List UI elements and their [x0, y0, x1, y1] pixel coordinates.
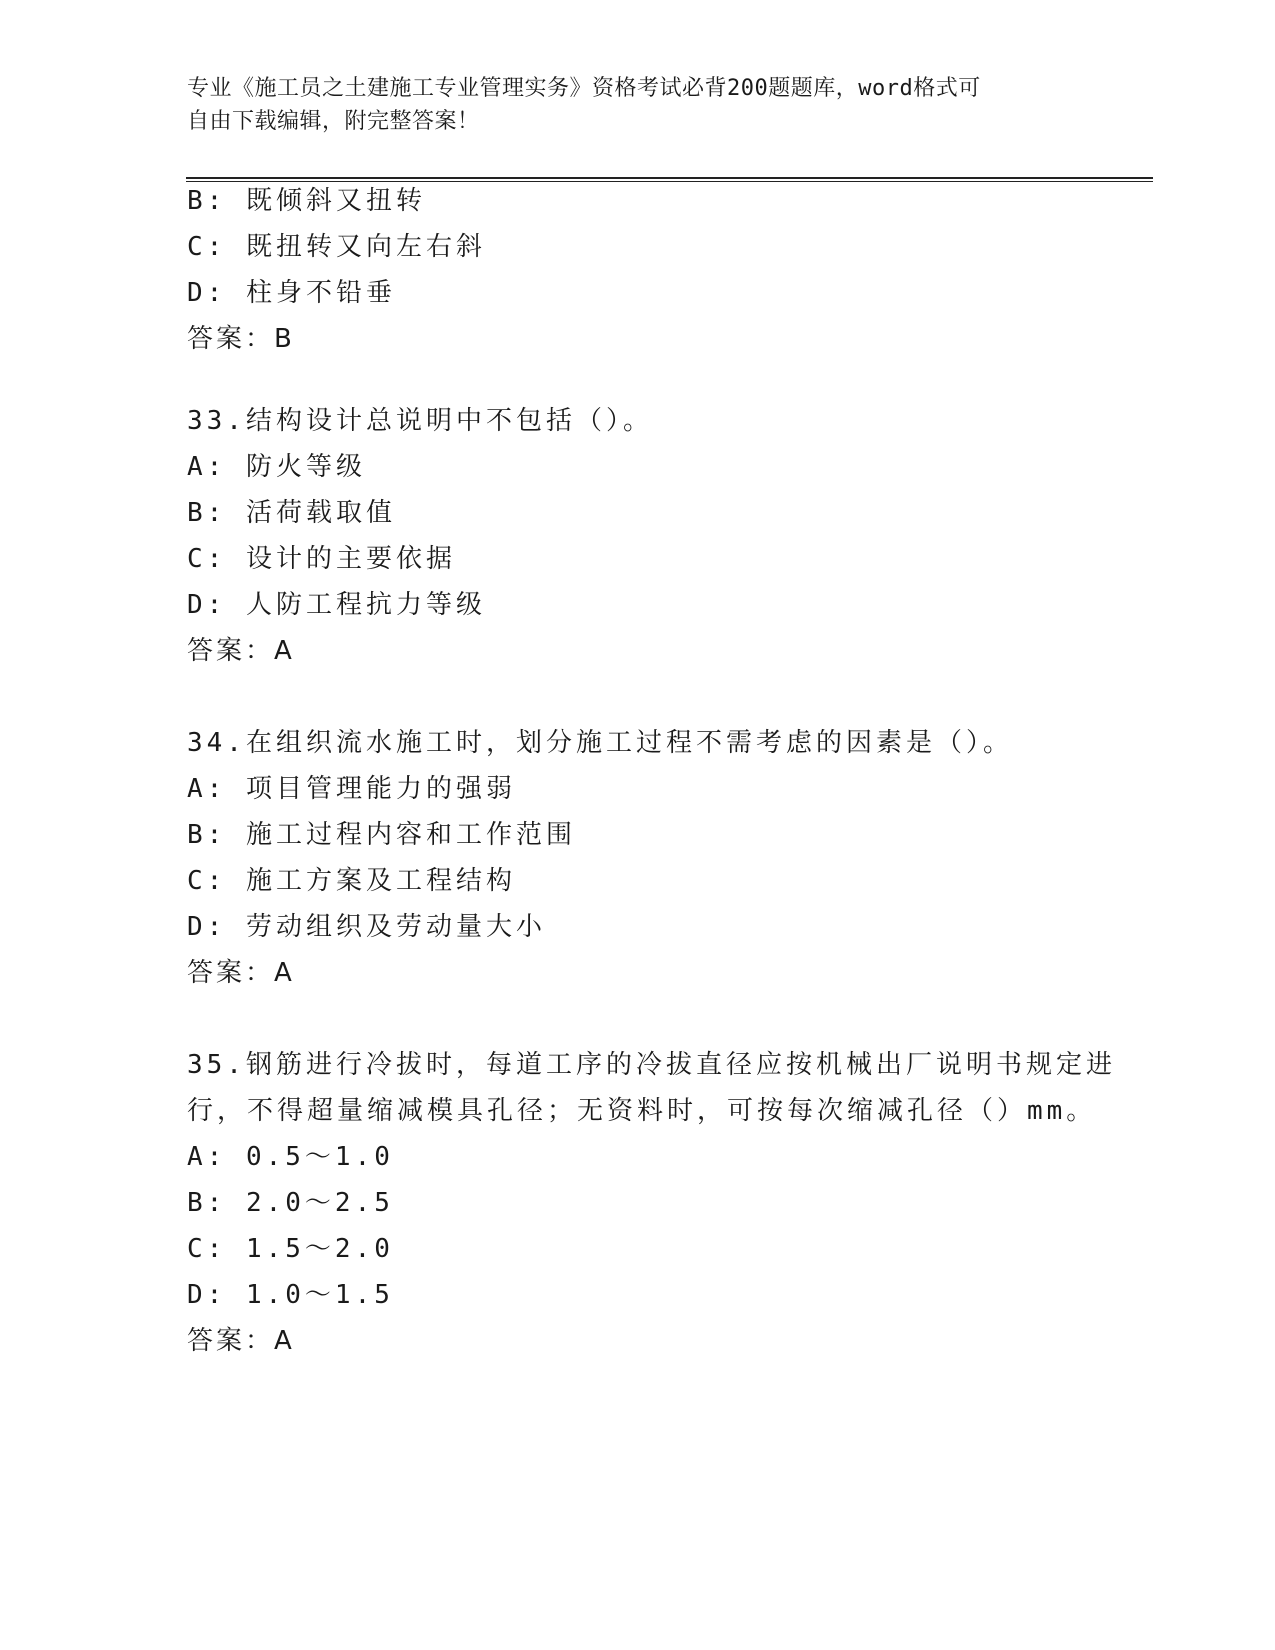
question-stem: 33.结构设计总说明中不包括（）。	[187, 406, 653, 436]
option-item: A: 防火等级	[187, 452, 366, 482]
header-line-2: 自由下载编辑，附完整答案！	[187, 109, 480, 134]
option-item: C: 1.5～2.0	[187, 1234, 394, 1264]
continued-question	[187, 178, 1087, 362]
question-stem: 35.钢筋进行冷拔时，每道工序的冷拔直径应按机械出厂说明书规定进	[187, 1050, 1116, 1080]
option-item: B: 既倾斜又扭转	[187, 186, 426, 216]
option-item: B: 施工过程内容和工作范围	[187, 820, 576, 850]
answer-line: 答案：A	[187, 636, 295, 666]
question-35	[187, 1042, 1116, 1364]
option-item: D: 人防工程抗力等级	[187, 590, 486, 620]
option-item: B: 2.0～2.5	[187, 1188, 394, 1218]
document-header	[187, 72, 1067, 138]
question-33	[187, 398, 1087, 674]
option-item: C: 设计的主要依据	[187, 544, 456, 574]
option-item: B: 活荷载取值	[187, 498, 396, 528]
option-item: C: 施工方案及工程结构	[187, 866, 516, 896]
header-line-1: 专业《施工员之土建施工专业管理实务》资格考试必背200题题库，word格式可	[187, 76, 981, 101]
option-item: D: 劳动组织及劳动量大小	[187, 912, 546, 942]
question-34	[187, 720, 1087, 996]
question-stem: 34.在组织流水施工时，划分施工过程不需考虑的因素是（）。	[187, 728, 1013, 758]
answer-line: 答案：A	[187, 958, 295, 988]
option-item: A: 项目管理能力的强弱	[187, 774, 516, 804]
option-item: A: 0.5～1.0	[187, 1142, 394, 1172]
answer-line: 答案：B	[187, 324, 295, 354]
option-item: C: 既扭转又向左右斜	[187, 232, 486, 262]
option-item: D: 1.0～1.5	[187, 1280, 394, 1310]
answer-line: 答案：A	[187, 1326, 295, 1356]
question-stem-continued: 行，不得超量缩减模具孔径；无资料时，可按每次缩减孔径（）mm。	[187, 1096, 1097, 1126]
option-item: D: 柱身不铅垂	[187, 278, 396, 308]
